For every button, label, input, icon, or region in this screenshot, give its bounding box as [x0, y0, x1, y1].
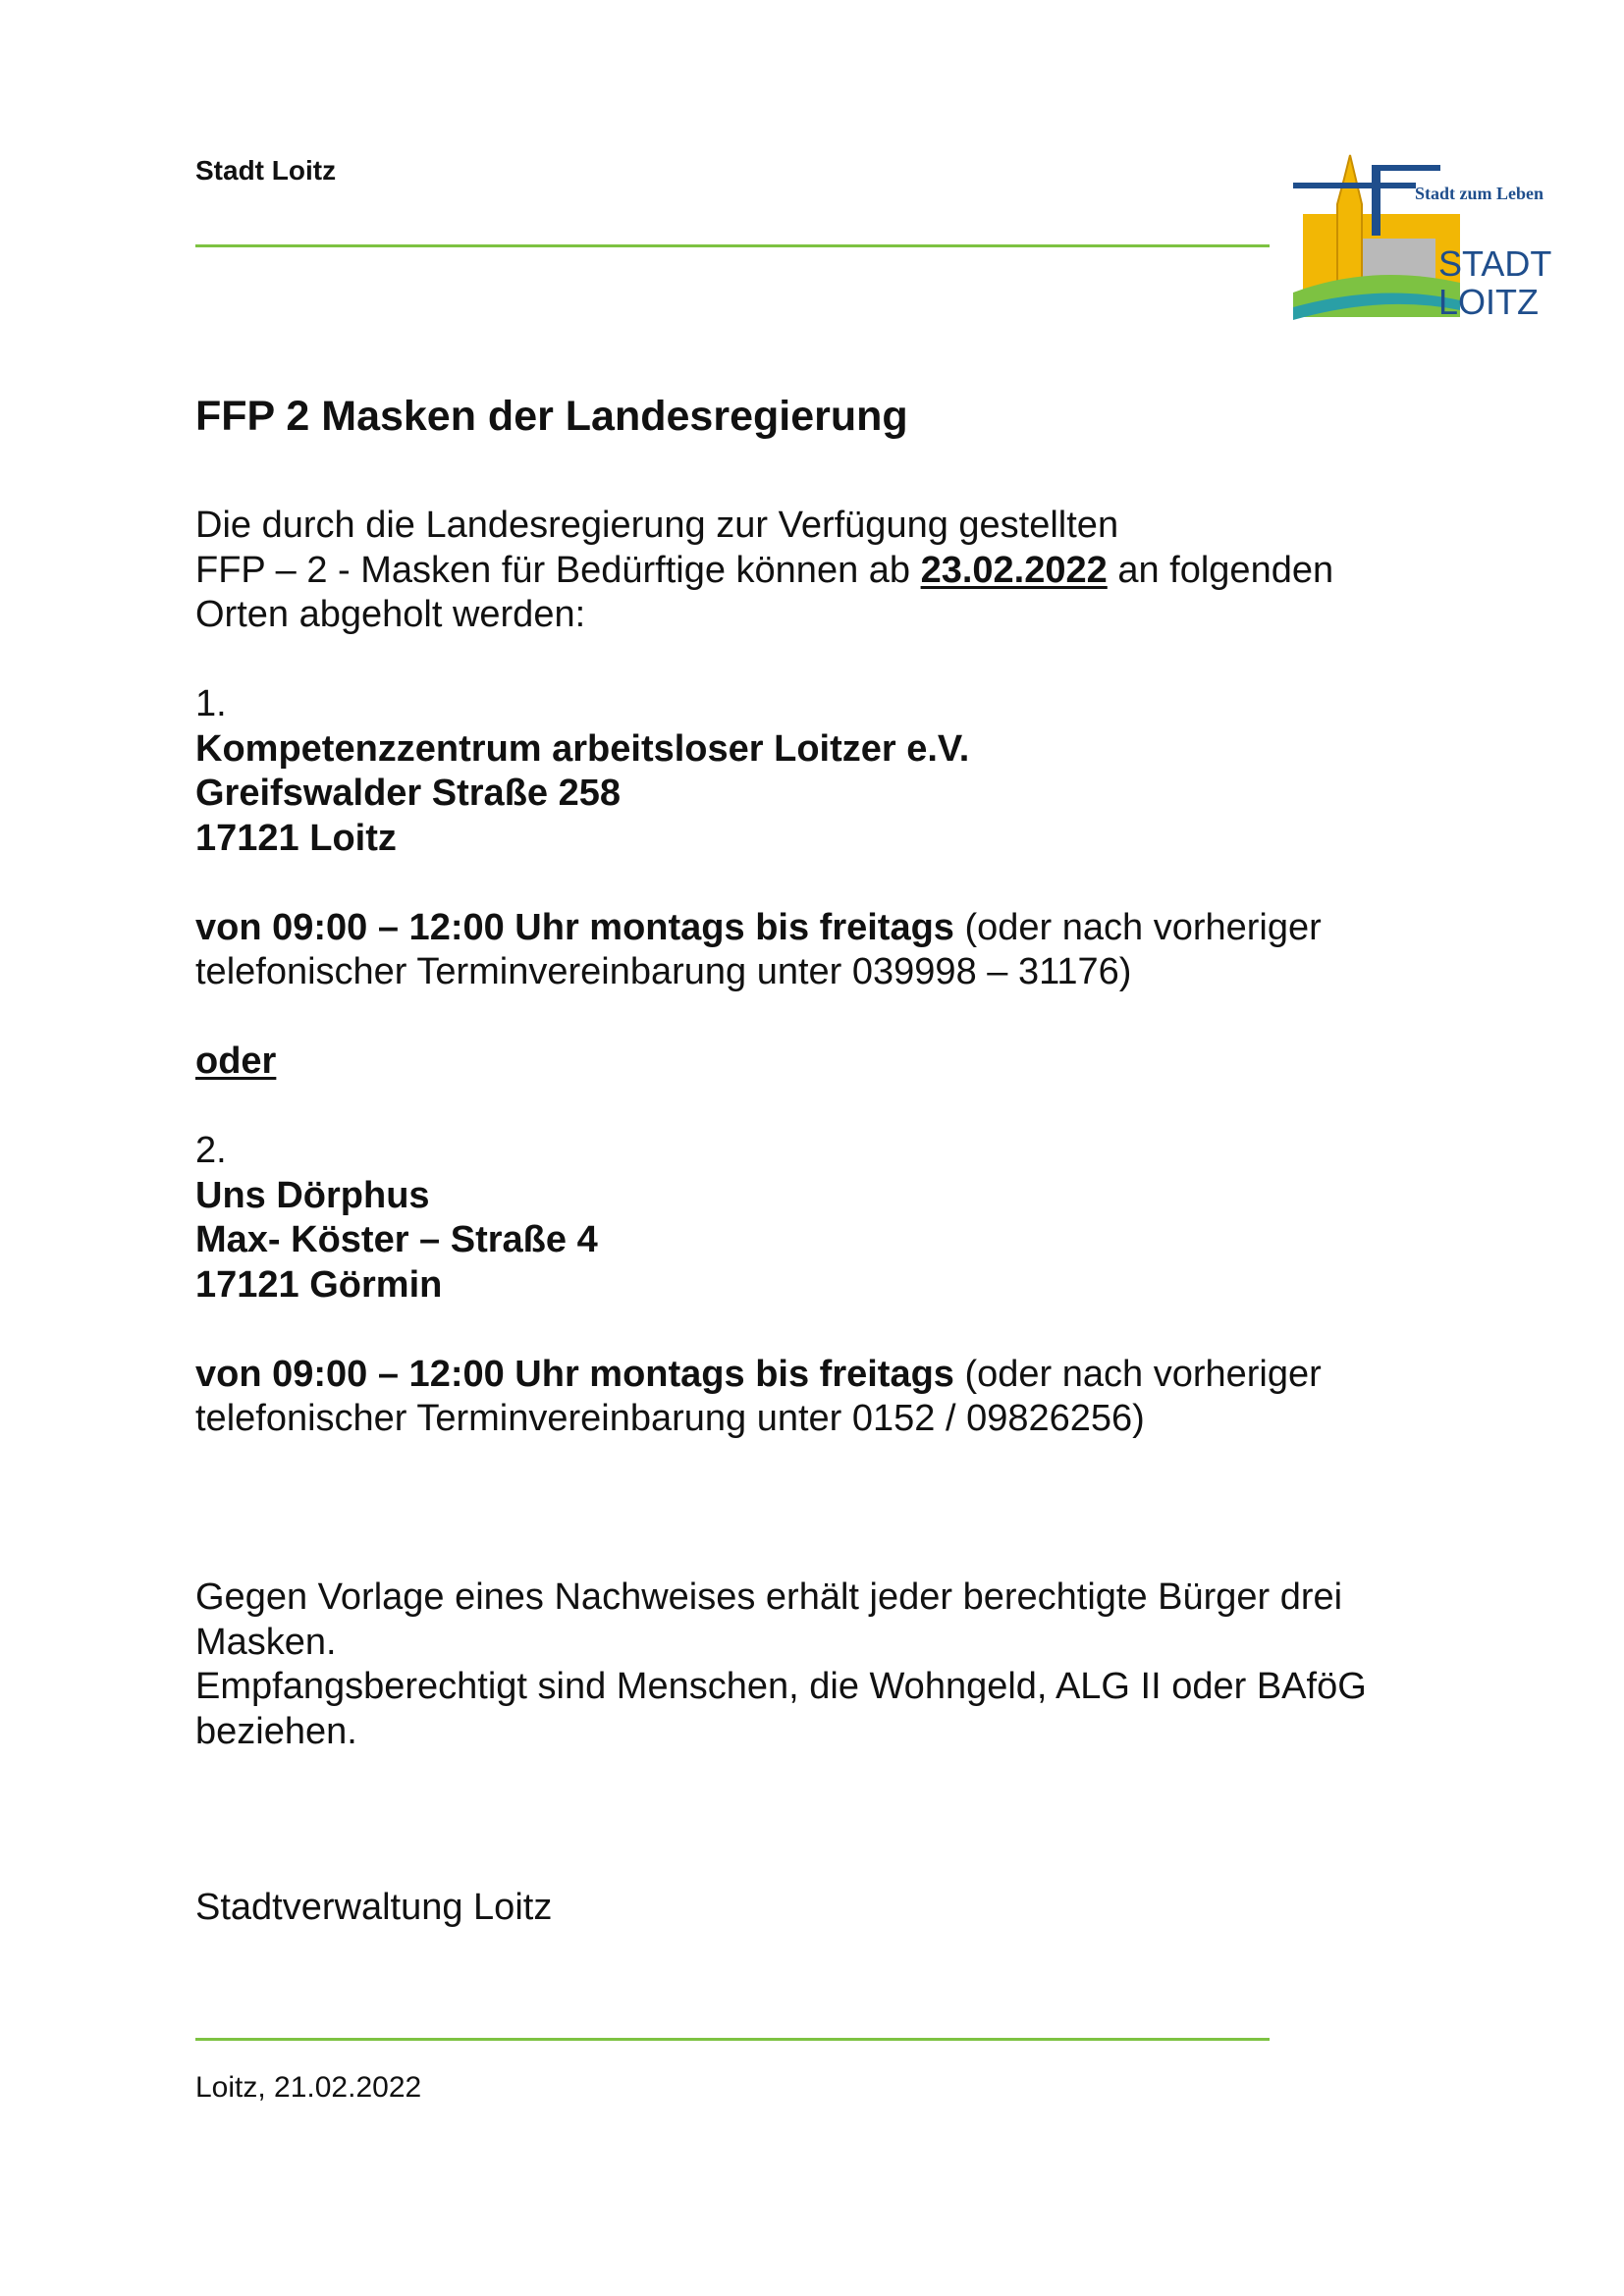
location-2-hours-note: (oder nach vorheriger	[953, 1353, 1322, 1395]
header-divider	[195, 244, 1270, 247]
notes-line-1: Gegen Vorlage eines Nachweises erhält jeder berechtigte Bürger drei	[195, 1576, 1343, 1618]
logo-slogan: Stadt zum Leben	[1415, 184, 1544, 203]
footer-divider	[195, 2038, 1270, 2041]
intro-line-2-end: an folgenden	[1107, 549, 1334, 591]
city-logo	[1293, 145, 1565, 332]
signature: Stadtverwaltung Loitz	[195, 1887, 553, 1928]
pickup-start-date: 23.02.2022	[920, 549, 1108, 591]
location-1-number: 1.	[195, 683, 227, 724]
logo-crane-boom	[1372, 165, 1440, 171]
location-2-hours-bold: von 09:00 – 12:00 Uhr montags bis freitags	[195, 1353, 954, 1395]
location-1-phone: telefonischer Terminvereinbarung unter 039998 – 31176)	[195, 951, 1132, 992]
intro-line-2-start: FFP – 2 - Masken für Bedürftige können ab	[195, 549, 921, 591]
location-1-name: Kompetenzzentrum arbeitsloser Loitzer e.V.	[195, 727, 970, 770]
notes-line-2: Masken.	[195, 1621, 337, 1663]
document-body	[195, 504, 1472, 1754]
location-1-hours	[195, 906, 1472, 951]
logo-crane-arm	[1293, 183, 1416, 188]
intro-line-3: Orten abgeholt werden:	[195, 594, 586, 635]
logo-word-loitz: LOITZ	[1438, 282, 1540, 322]
intro-line-2	[195, 549, 1472, 594]
logo-word-stadt: STADT	[1438, 243, 1552, 284]
notes-line-3: Empfangsberechtigt sind Menschen, die Wohngeld, ALG II oder BAföG	[195, 1666, 1367, 1707]
location-1-street: Greifswalder Straße 258	[195, 773, 621, 814]
page-title: FFP 2 Masken der Landesregierung	[195, 393, 908, 440]
intro-line-1: Die durch die Landesregierung zur Verfügung gestellten	[195, 505, 1119, 546]
location-1-hours-bold: von 09:00 – 12:00 Uhr montags bis freitags	[195, 906, 954, 948]
logo-church-tower-icon	[1337, 155, 1362, 288]
location-2-number: 2.	[195, 1130, 227, 1171]
location-2-city: 17121 Görmin	[195, 1263, 443, 1306]
location-2-hours	[195, 1353, 1472, 1398]
location-2-street: Max- Köster – Straße 4	[195, 1219, 598, 1260]
separator-oder: oder	[195, 1041, 277, 1082]
location-1-hours-note: (oder nach vorheriger	[953, 906, 1322, 948]
footer-place-date: Loitz, 21.02.2022	[195, 2071, 422, 2104]
location-1-city: 17121 Loitz	[195, 817, 397, 859]
location-2-name: Uns Dörphus	[195, 1174, 430, 1216]
notes-line-4: beziehen.	[195, 1710, 357, 1752]
logo-crane-mast	[1372, 167, 1380, 236]
location-2-phone: telefonischer Terminvereinbarung unter 0152 / 09826256)	[195, 1398, 1145, 1439]
org-name: Stadt Loitz	[195, 155, 337, 186]
